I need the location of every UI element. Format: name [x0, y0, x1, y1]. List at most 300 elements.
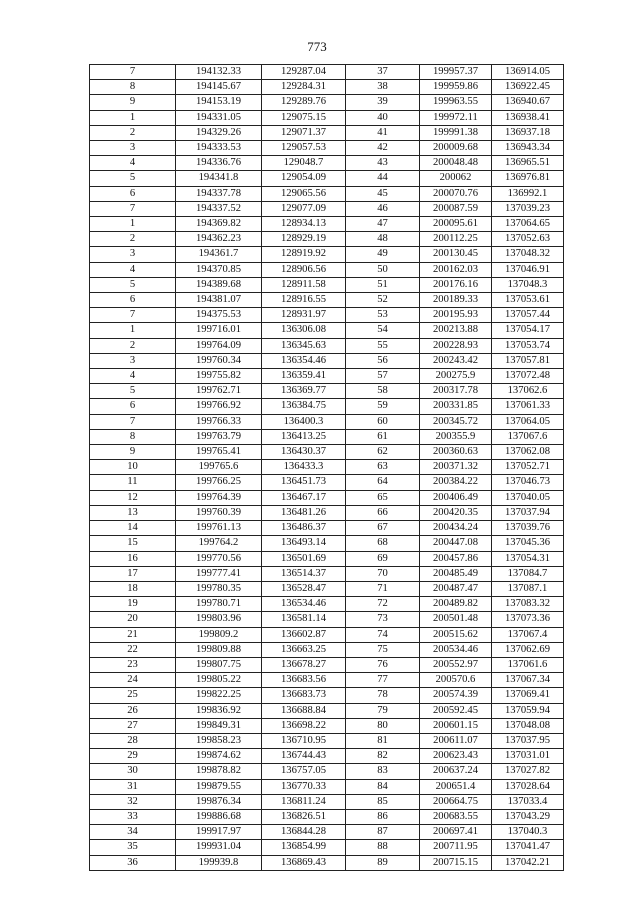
y-coordinate-right-cell: 137037.94 — [492, 505, 564, 520]
y-coordinate-left-cell: 136744.43 — [262, 749, 346, 764]
x-coordinate-left-cell: 199809.88 — [176, 642, 262, 657]
y-coordinate-right-cell: 136943.34 — [492, 141, 564, 156]
y-coordinate-right-cell: 137057.44 — [492, 308, 564, 323]
point-number-right-cell: 89 — [346, 855, 420, 870]
table-row — [90, 673, 564, 688]
point-number-left-cell: 10 — [90, 460, 176, 475]
x-coordinate-right-cell: 200601.15 — [420, 718, 492, 733]
y-coordinate-left-cell: 136844.28 — [262, 825, 346, 840]
y-coordinate-right-cell: 137084.7 — [492, 566, 564, 581]
table-row — [90, 247, 564, 262]
point-number-right-cell: 40 — [346, 110, 420, 125]
x-coordinate-right-cell: 200715.15 — [420, 855, 492, 870]
table-row — [90, 217, 564, 232]
point-number-right-cell: 59 — [346, 399, 420, 414]
y-coordinate-right-cell: 136938.41 — [492, 110, 564, 125]
y-coordinate-left-cell: 136501.69 — [262, 551, 346, 566]
point-number-right-cell: 74 — [346, 627, 420, 642]
table-row — [90, 657, 564, 672]
x-coordinate-left-cell: 194370.85 — [176, 262, 262, 277]
point-number-left-cell: 21 — [90, 627, 176, 642]
table-row — [90, 110, 564, 125]
x-coordinate-left-cell: 199809.2 — [176, 627, 262, 642]
y-coordinate-right-cell: 137062.08 — [492, 445, 564, 460]
x-coordinate-left-cell: 199878.82 — [176, 764, 262, 779]
x-coordinate-right-cell: 200228.93 — [420, 338, 492, 353]
point-number-left-cell: 2 — [90, 338, 176, 353]
point-number-left-cell: 27 — [90, 718, 176, 733]
x-coordinate-left-cell: 194362.23 — [176, 232, 262, 247]
point-number-left-cell: 34 — [90, 825, 176, 840]
y-coordinate-left-cell: 129284.31 — [262, 80, 346, 95]
y-coordinate-left-cell: 136467.17 — [262, 490, 346, 505]
table-row — [90, 429, 564, 444]
x-coordinate-right-cell: 200406.49 — [420, 490, 492, 505]
y-coordinate-left-cell: 128919.92 — [262, 247, 346, 262]
point-number-right-cell: 83 — [346, 764, 420, 779]
point-number-right-cell: 81 — [346, 733, 420, 748]
x-coordinate-right-cell: 200637.24 — [420, 764, 492, 779]
y-coordinate-right-cell: 137061.33 — [492, 399, 564, 414]
x-coordinate-right-cell: 200457.86 — [420, 551, 492, 566]
table-row — [90, 581, 564, 596]
y-coordinate-right-cell: 137037.95 — [492, 733, 564, 748]
x-coordinate-left-cell: 194336.76 — [176, 156, 262, 171]
y-coordinate-right-cell: 136937.18 — [492, 125, 564, 140]
x-coordinate-right-cell: 200213.88 — [420, 323, 492, 338]
y-coordinate-right-cell: 137083.32 — [492, 597, 564, 612]
y-coordinate-right-cell: 137064.65 — [492, 217, 564, 232]
point-number-left-cell: 6 — [90, 186, 176, 201]
point-number-left-cell: 1 — [90, 217, 176, 232]
y-coordinate-right-cell: 137054.31 — [492, 551, 564, 566]
point-number-left-cell: 15 — [90, 536, 176, 551]
y-coordinate-right-cell: 137040.05 — [492, 490, 564, 505]
point-number-right-cell: 88 — [346, 840, 420, 855]
y-coordinate-left-cell: 136486.37 — [262, 521, 346, 536]
point-number-left-cell: 7 — [90, 414, 176, 429]
x-coordinate-left-cell: 199716.01 — [176, 323, 262, 338]
point-number-right-cell: 43 — [346, 156, 420, 171]
table-row — [90, 627, 564, 642]
point-number-right-cell: 51 — [346, 277, 420, 292]
table-row — [90, 323, 564, 338]
point-number-right-cell: 75 — [346, 642, 420, 657]
point-number-right-cell: 57 — [346, 369, 420, 384]
point-number-left-cell: 2 — [90, 232, 176, 247]
y-coordinate-left-cell: 128916.55 — [262, 293, 346, 308]
x-coordinate-left-cell: 199755.82 — [176, 369, 262, 384]
table-row — [90, 825, 564, 840]
point-number-right-cell: 76 — [346, 657, 420, 672]
x-coordinate-right-cell: 199959.86 — [420, 80, 492, 95]
coordinates-table — [89, 64, 564, 871]
point-number-left-cell: 17 — [90, 566, 176, 581]
point-number-left-cell: 7 — [90, 201, 176, 216]
y-coordinate-right-cell: 137046.91 — [492, 262, 564, 277]
point-number-right-cell: 55 — [346, 338, 420, 353]
x-coordinate-left-cell: 199836.92 — [176, 703, 262, 718]
y-coordinate-right-cell: 136976.81 — [492, 171, 564, 186]
x-coordinate-right-cell: 200487.47 — [420, 581, 492, 596]
y-coordinate-right-cell: 137067.6 — [492, 429, 564, 444]
x-coordinate-right-cell: 200534.46 — [420, 642, 492, 657]
point-number-right-cell: 66 — [346, 505, 420, 520]
table-row — [90, 505, 564, 520]
x-coordinate-right-cell: 200623.43 — [420, 749, 492, 764]
y-coordinate-left-cell: 129048.7 — [262, 156, 346, 171]
y-coordinate-left-cell: 136345.63 — [262, 338, 346, 353]
point-number-right-cell: 69 — [346, 551, 420, 566]
y-coordinate-right-cell: 137059.94 — [492, 703, 564, 718]
x-coordinate-right-cell: 200070.76 — [420, 186, 492, 201]
table-row — [90, 566, 564, 581]
table-row — [90, 733, 564, 748]
point-number-right-cell: 87 — [346, 825, 420, 840]
x-coordinate-right-cell: 200501.48 — [420, 612, 492, 627]
point-number-left-cell: 3 — [90, 247, 176, 262]
x-coordinate-right-cell: 200515.62 — [420, 627, 492, 642]
x-coordinate-left-cell: 194132.33 — [176, 65, 262, 80]
table-row — [90, 703, 564, 718]
point-number-right-cell: 37 — [346, 65, 420, 80]
point-number-left-cell: 23 — [90, 657, 176, 672]
point-number-right-cell: 49 — [346, 247, 420, 262]
x-coordinate-left-cell: 194333.53 — [176, 141, 262, 156]
y-coordinate-right-cell: 136965.51 — [492, 156, 564, 171]
y-coordinate-left-cell: 128931.97 — [262, 308, 346, 323]
y-coordinate-left-cell: 136433.3 — [262, 460, 346, 475]
y-coordinate-right-cell: 137072.48 — [492, 369, 564, 384]
point-number-left-cell: 36 — [90, 855, 176, 870]
x-coordinate-right-cell: 200275.9 — [420, 369, 492, 384]
point-number-right-cell: 84 — [346, 779, 420, 794]
x-coordinate-right-cell: 200711.95 — [420, 840, 492, 855]
table-row — [90, 718, 564, 733]
point-number-left-cell: 16 — [90, 551, 176, 566]
x-coordinate-left-cell: 199761.13 — [176, 521, 262, 536]
table-row — [90, 460, 564, 475]
x-coordinate-right-cell: 200176.16 — [420, 277, 492, 292]
table-row — [90, 277, 564, 292]
y-coordinate-left-cell: 136354.46 — [262, 353, 346, 368]
point-number-left-cell: 9 — [90, 445, 176, 460]
point-number-right-cell: 85 — [346, 794, 420, 809]
table-row — [90, 779, 564, 794]
x-coordinate-right-cell: 200195.93 — [420, 308, 492, 323]
table-row — [90, 445, 564, 460]
y-coordinate-left-cell: 128906.56 — [262, 262, 346, 277]
point-number-right-cell: 82 — [346, 749, 420, 764]
x-coordinate-left-cell: 199760.39 — [176, 505, 262, 520]
point-number-left-cell: 31 — [90, 779, 176, 794]
x-coordinate-right-cell: 200243.42 — [420, 353, 492, 368]
point-number-left-cell: 32 — [90, 794, 176, 809]
x-coordinate-left-cell: 199858.23 — [176, 733, 262, 748]
y-coordinate-left-cell: 136683.73 — [262, 688, 346, 703]
y-coordinate-left-cell: 136359.41 — [262, 369, 346, 384]
x-coordinate-right-cell: 200611.07 — [420, 733, 492, 748]
table-row — [90, 597, 564, 612]
y-coordinate-right-cell: 137048.3 — [492, 277, 564, 292]
y-coordinate-left-cell: 129054.09 — [262, 171, 346, 186]
y-coordinate-left-cell: 136534.46 — [262, 597, 346, 612]
table-row — [90, 95, 564, 110]
y-coordinate-right-cell: 136922.45 — [492, 80, 564, 95]
y-coordinate-left-cell: 128934.13 — [262, 217, 346, 232]
point-number-left-cell: 7 — [90, 65, 176, 80]
x-coordinate-left-cell: 199764.2 — [176, 536, 262, 551]
point-number-left-cell: 7 — [90, 308, 176, 323]
point-number-left-cell: 29 — [90, 749, 176, 764]
x-coordinate-right-cell: 200345.72 — [420, 414, 492, 429]
y-coordinate-right-cell: 137033.4 — [492, 794, 564, 809]
point-number-left-cell: 25 — [90, 688, 176, 703]
x-coordinate-left-cell: 199777.41 — [176, 566, 262, 581]
x-coordinate-right-cell: 200317.78 — [420, 384, 492, 399]
y-coordinate-right-cell: 137053.74 — [492, 338, 564, 353]
point-number-right-cell: 67 — [346, 521, 420, 536]
table-row — [90, 338, 564, 353]
point-number-right-cell: 41 — [346, 125, 420, 140]
point-number-right-cell: 45 — [346, 186, 420, 201]
y-coordinate-left-cell: 136869.43 — [262, 855, 346, 870]
y-coordinate-left-cell: 136514.37 — [262, 566, 346, 581]
point-number-right-cell: 46 — [346, 201, 420, 216]
y-coordinate-left-cell: 136528.47 — [262, 581, 346, 596]
y-coordinate-right-cell: 137067.34 — [492, 673, 564, 688]
y-coordinate-left-cell: 136493.14 — [262, 536, 346, 551]
point-number-left-cell: 24 — [90, 673, 176, 688]
point-number-right-cell: 48 — [346, 232, 420, 247]
y-coordinate-left-cell: 128929.19 — [262, 232, 346, 247]
point-number-left-cell: 1 — [90, 323, 176, 338]
y-coordinate-left-cell: 129077.09 — [262, 201, 346, 216]
y-coordinate-left-cell: 136369.77 — [262, 384, 346, 399]
y-coordinate-right-cell: 137046.73 — [492, 475, 564, 490]
x-coordinate-left-cell: 194341.8 — [176, 171, 262, 186]
y-coordinate-left-cell: 136413.25 — [262, 429, 346, 444]
x-coordinate-right-cell: 200697.41 — [420, 825, 492, 840]
x-coordinate-right-cell: 200574.39 — [420, 688, 492, 703]
x-coordinate-right-cell: 199957.37 — [420, 65, 492, 80]
table-row — [90, 186, 564, 201]
point-number-right-cell: 61 — [346, 429, 420, 444]
table-row — [90, 293, 564, 308]
point-number-right-cell: 38 — [346, 80, 420, 95]
point-number-right-cell: 78 — [346, 688, 420, 703]
point-number-left-cell: 1 — [90, 110, 176, 125]
y-coordinate-right-cell: 137064.05 — [492, 414, 564, 429]
y-coordinate-left-cell: 129289.76 — [262, 95, 346, 110]
y-coordinate-left-cell: 136384.75 — [262, 399, 346, 414]
y-coordinate-right-cell: 137048.32 — [492, 247, 564, 262]
point-number-left-cell: 8 — [90, 80, 176, 95]
x-coordinate-right-cell: 200112.25 — [420, 232, 492, 247]
point-number-right-cell: 50 — [346, 262, 420, 277]
point-number-right-cell: 77 — [346, 673, 420, 688]
point-number-left-cell: 20 — [90, 612, 176, 627]
point-number-right-cell: 44 — [346, 171, 420, 186]
x-coordinate-right-cell: 200355.9 — [420, 429, 492, 444]
point-number-left-cell: 13 — [90, 505, 176, 520]
point-number-left-cell: 6 — [90, 293, 176, 308]
point-number-left-cell: 11 — [90, 475, 176, 490]
point-number-left-cell: 33 — [90, 809, 176, 824]
point-number-right-cell: 53 — [346, 308, 420, 323]
point-number-right-cell: 47 — [346, 217, 420, 232]
x-coordinate-left-cell: 199822.25 — [176, 688, 262, 703]
point-number-right-cell: 80 — [346, 718, 420, 733]
point-number-left-cell: 28 — [90, 733, 176, 748]
x-coordinate-right-cell: 200371.32 — [420, 460, 492, 475]
x-coordinate-right-cell: 200420.35 — [420, 505, 492, 520]
y-coordinate-right-cell: 136914.05 — [492, 65, 564, 80]
point-number-right-cell: 54 — [346, 323, 420, 338]
table-row — [90, 794, 564, 809]
y-coordinate-left-cell: 136430.37 — [262, 445, 346, 460]
x-coordinate-left-cell: 194361.7 — [176, 247, 262, 262]
x-coordinate-right-cell: 200095.61 — [420, 217, 492, 232]
x-coordinate-right-cell: 199991.38 — [420, 125, 492, 140]
x-coordinate-left-cell: 199764.39 — [176, 490, 262, 505]
point-number-left-cell: 3 — [90, 353, 176, 368]
point-number-left-cell: 4 — [90, 369, 176, 384]
x-coordinate-left-cell: 199780.71 — [176, 597, 262, 612]
x-coordinate-left-cell: 194331.05 — [176, 110, 262, 125]
point-number-right-cell: 65 — [346, 490, 420, 505]
y-coordinate-left-cell: 136663.25 — [262, 642, 346, 657]
y-coordinate-left-cell: 136811.24 — [262, 794, 346, 809]
point-number-left-cell: 19 — [90, 597, 176, 612]
table-row — [90, 612, 564, 627]
table-row — [90, 156, 564, 171]
point-number-right-cell: 62 — [346, 445, 420, 460]
table-row — [90, 414, 564, 429]
x-coordinate-left-cell: 199765.41 — [176, 445, 262, 460]
point-number-right-cell: 60 — [346, 414, 420, 429]
point-number-left-cell: 5 — [90, 384, 176, 399]
x-coordinate-left-cell: 199766.33 — [176, 414, 262, 429]
point-number-right-cell: 64 — [346, 475, 420, 490]
x-coordinate-right-cell: 200331.85 — [420, 399, 492, 414]
x-coordinate-left-cell: 194153.19 — [176, 95, 262, 110]
y-coordinate-left-cell: 136400.3 — [262, 414, 346, 429]
x-coordinate-left-cell: 199931.04 — [176, 840, 262, 855]
x-coordinate-right-cell: 199963.55 — [420, 95, 492, 110]
y-coordinate-left-cell: 136683.56 — [262, 673, 346, 688]
y-coordinate-right-cell: 137031.01 — [492, 749, 564, 764]
table-row — [90, 399, 564, 414]
y-coordinate-left-cell: 136826.51 — [262, 809, 346, 824]
x-coordinate-left-cell: 194381.07 — [176, 293, 262, 308]
x-coordinate-left-cell: 199803.96 — [176, 612, 262, 627]
table-row — [90, 490, 564, 505]
point-number-left-cell: 22 — [90, 642, 176, 657]
table-row — [90, 551, 564, 566]
table-row — [90, 855, 564, 870]
point-number-left-cell: 26 — [90, 703, 176, 718]
table-row — [90, 688, 564, 703]
point-number-right-cell: 56 — [346, 353, 420, 368]
y-coordinate-left-cell: 136678.27 — [262, 657, 346, 672]
x-coordinate-left-cell: 199765.6 — [176, 460, 262, 475]
x-coordinate-left-cell: 199876.34 — [176, 794, 262, 809]
y-coordinate-right-cell: 137040.3 — [492, 825, 564, 840]
y-coordinate-right-cell: 137041.47 — [492, 840, 564, 855]
x-coordinate-right-cell: 200162.03 — [420, 262, 492, 277]
x-coordinate-right-cell: 200592.45 — [420, 703, 492, 718]
y-coordinate-right-cell: 137057.81 — [492, 353, 564, 368]
y-coordinate-right-cell: 137067.4 — [492, 627, 564, 642]
point-number-left-cell: 4 — [90, 262, 176, 277]
y-coordinate-left-cell: 136306.08 — [262, 323, 346, 338]
table-row — [90, 642, 564, 657]
table-row — [90, 80, 564, 95]
x-coordinate-right-cell: 200087.59 — [420, 201, 492, 216]
table-row — [90, 171, 564, 186]
point-number-right-cell: 58 — [346, 384, 420, 399]
page-number: 773 — [307, 39, 327, 54]
x-coordinate-left-cell: 199879.55 — [176, 779, 262, 794]
x-coordinate-left-cell: 199805.22 — [176, 673, 262, 688]
y-coordinate-left-cell: 136602.87 — [262, 627, 346, 642]
point-number-left-cell: 9 — [90, 95, 176, 110]
x-coordinate-right-cell: 200664.75 — [420, 794, 492, 809]
y-coordinate-right-cell: 137061.6 — [492, 657, 564, 672]
table-row — [90, 764, 564, 779]
point-number-right-cell: 70 — [346, 566, 420, 581]
point-number-left-cell: 30 — [90, 764, 176, 779]
table-row — [90, 369, 564, 384]
y-coordinate-right-cell: 136992.1 — [492, 186, 564, 201]
y-coordinate-right-cell: 137043.29 — [492, 809, 564, 824]
y-coordinate-left-cell: 129287.04 — [262, 65, 346, 80]
table-row — [90, 232, 564, 247]
table-row — [90, 536, 564, 551]
x-coordinate-right-cell: 200489.82 — [420, 597, 492, 612]
x-coordinate-right-cell: 200189.33 — [420, 293, 492, 308]
y-coordinate-left-cell: 136688.84 — [262, 703, 346, 718]
y-coordinate-right-cell: 136940.67 — [492, 95, 564, 110]
y-coordinate-right-cell: 137054.17 — [492, 323, 564, 338]
y-coordinate-left-cell: 129065.56 — [262, 186, 346, 201]
y-coordinate-right-cell: 137052.71 — [492, 460, 564, 475]
y-coordinate-right-cell: 137045.36 — [492, 536, 564, 551]
y-coordinate-left-cell: 136770.33 — [262, 779, 346, 794]
table-row — [90, 125, 564, 140]
x-coordinate-left-cell: 199939.8 — [176, 855, 262, 870]
point-number-right-cell: 39 — [346, 95, 420, 110]
x-coordinate-left-cell: 199917.97 — [176, 825, 262, 840]
x-coordinate-right-cell: 199972.11 — [420, 110, 492, 125]
x-coordinate-left-cell: 194369.82 — [176, 217, 262, 232]
table-row — [90, 141, 564, 156]
x-coordinate-right-cell: 200447.08 — [420, 536, 492, 551]
table-row — [90, 384, 564, 399]
y-coordinate-right-cell: 137073.36 — [492, 612, 564, 627]
point-number-left-cell: 14 — [90, 521, 176, 536]
y-coordinate-left-cell: 136854.99 — [262, 840, 346, 855]
point-number-left-cell: 4 — [90, 156, 176, 171]
point-number-left-cell: 35 — [90, 840, 176, 855]
x-coordinate-left-cell: 194329.26 — [176, 125, 262, 140]
point-number-right-cell: 72 — [346, 597, 420, 612]
point-number-right-cell: 79 — [346, 703, 420, 718]
table-row — [90, 475, 564, 490]
x-coordinate-left-cell: 194337.52 — [176, 201, 262, 216]
y-coordinate-left-cell: 136710.95 — [262, 733, 346, 748]
